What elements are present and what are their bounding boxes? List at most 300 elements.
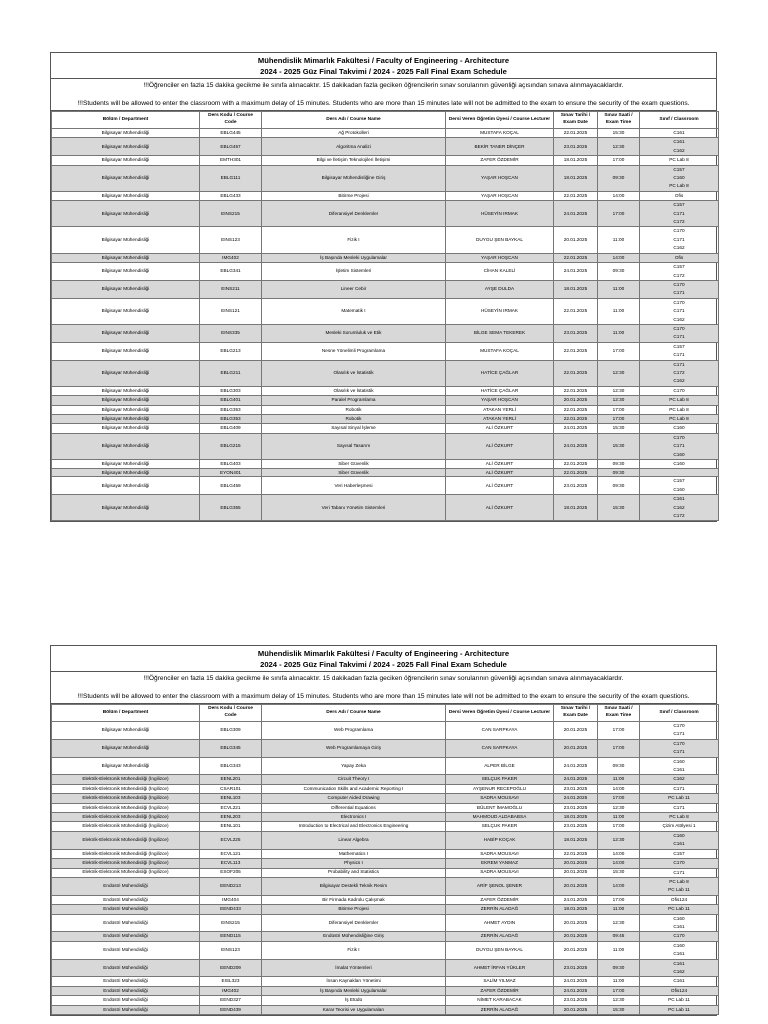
- classroom-value: C161: [673, 130, 685, 135]
- exam-time-cell: 17:00: [598, 895, 640, 904]
- department-cell: Bilgisayar Mühendisliği: [52, 253, 200, 262]
- classroom-value: C170: [673, 387, 685, 393]
- course-name-cell: Veri Tabanı Yönetim Sistemleri: [262, 495, 446, 521]
- exam-time-cell: 11:00: [598, 324, 640, 342]
- department-cell: Bilgisayar Mühendisliği: [52, 280, 200, 298]
- course-code-cell: EINS215: [200, 201, 262, 227]
- department-cell: Elektrik-Elektronik Mühendisliği (İngilizce): [52, 859, 200, 868]
- exam-date-cell: 22.01.2025: [554, 191, 598, 200]
- classroom-value: C170: [673, 723, 685, 728]
- classroom-cell: [640, 859, 719, 868]
- exam-date-cell: 18.01.2025: [554, 831, 598, 849]
- classroom-cell: [640, 263, 719, 281]
- course-name-cell: Paralel Programlama: [262, 396, 446, 405]
- department-cell: Endüstri Mühendisliği: [52, 905, 200, 914]
- lecturer-cell: ALİ ÖZKURT: [446, 433, 554, 459]
- lecturer-cell: YAŞAR HOŞCAN: [446, 396, 554, 405]
- classroom-value: C160: [673, 758, 685, 764]
- classroom-cell: [640, 757, 719, 775]
- classroom-value: C160: [673, 486, 685, 492]
- classroom-value: C161: [673, 139, 685, 145]
- department-cell: Elektrik-Elektronik Mühendisliği (İngilizce): [52, 813, 200, 822]
- col-header-exam-date: Sınav Tarihi / Exam Date: [554, 705, 598, 722]
- classroom-cell: [640, 477, 719, 495]
- exam-time-cell: 11:00: [598, 775, 640, 784]
- lecturer-cell: ATAKAN YERLİ: [446, 415, 554, 424]
- exam-date-cell: 20.01.2025: [554, 868, 598, 877]
- classroom-value: PC Lab 8: [669, 397, 689, 403]
- classroom-value: C171: [673, 308, 685, 314]
- classroom-cell: [640, 877, 719, 895]
- table-row: [52, 342, 719, 360]
- course-name-cell: Communication Skills and Academic Reporting I: [262, 784, 446, 793]
- table-row: [52, 386, 719, 395]
- exam-time-cell: 12:30: [598, 386, 640, 395]
- classroom-value: PC Lab 11: [668, 887, 690, 893]
- lecturer-cell: SADRA MOUSAVI: [446, 794, 554, 803]
- schedule-header: [51, 646, 716, 672]
- lecturer-cell: AYŞE DULDA: [446, 280, 554, 298]
- table-row: [52, 460, 719, 469]
- classroom-cell: [640, 775, 719, 784]
- course-name-cell: Olasılık ve İstatistik: [262, 386, 446, 395]
- course-code-cell: EENL201: [200, 775, 262, 784]
- table-row: [52, 722, 719, 740]
- course-name-cell: Karar Teorisi ve Uygulamaları: [262, 1005, 446, 1014]
- exam-time-cell: 17:00: [598, 986, 640, 995]
- classroom-value: PC Lab 8: [669, 878, 689, 884]
- classroom-cell: [640, 868, 719, 877]
- classroom-cell: [640, 813, 719, 822]
- classroom-cell: [640, 227, 719, 253]
- table-row: [52, 227, 719, 253]
- exam-time-cell: 09:30: [598, 469, 640, 477]
- col-header-course-name: Ders Adı / Course Name: [262, 705, 446, 722]
- exam-date-cell: 24.01.2025: [554, 895, 598, 904]
- faculty-title: Mühendislik Mimarlık Fakültesi / Faculty of Engineering - Architecture: [257, 649, 510, 658]
- table-row: [52, 433, 719, 459]
- late-arrival-notice: [51, 672, 716, 704]
- course-name-cell: Electronics I: [262, 813, 446, 822]
- table-row: [52, 877, 719, 895]
- classroom-value: Ofis: [674, 192, 684, 198]
- table-row: [52, 914, 719, 932]
- course-name-cell: Bilgi ve İletişim Teknolojileri İletişimi: [262, 156, 446, 165]
- course-name-cell: Veri Haberleşmesi: [262, 477, 446, 495]
- table-header-row: [52, 112, 719, 129]
- course-code-cell: ESOF205: [200, 868, 262, 877]
- lecturer-cell: ZAFER ÖZDEMİR: [446, 156, 554, 165]
- classroom-value: PC Lab 8: [669, 157, 689, 163]
- classroom-value: C162: [673, 245, 685, 251]
- lecturer-cell: ZERRİN ALADAĞ: [446, 1005, 554, 1014]
- department-cell: Bilgisayar Mühendisliği: [52, 191, 200, 200]
- table-header-row: [52, 705, 719, 722]
- classroom-cell: [640, 433, 719, 459]
- exam-date-cell: 20.01.2025: [554, 396, 598, 405]
- notice-turkish: !!!Öğrenciler en fazla 15 dakika gecikme ile sınıfa alınacaktır. 15 dakikadan fazla geciken öğrencilerin sınav sorularının güvenliği açısından sınava alınmayacaklardır.: [143, 82, 624, 89]
- col-header-classroom: Sınıf / Classroom: [640, 705, 719, 722]
- classroom-value: C162: [673, 968, 685, 974]
- classroom-value: C161: [673, 767, 685, 773]
- classroom-cell: [640, 495, 719, 521]
- lecturer-cell: CAN SARPKAYA: [446, 722, 554, 740]
- course-code-cell: EBLG111: [200, 165, 262, 191]
- classroom-value: C160: [673, 461, 685, 467]
- classroom-cell: [640, 822, 719, 831]
- department-cell: Bilgisayar Mühendisliği: [52, 722, 200, 740]
- classroom-value: C171: [673, 869, 685, 875]
- course-name-cell: Mathematics I: [262, 849, 446, 858]
- course-name-cell: Sayısal Tasarım: [262, 433, 446, 459]
- department-cell: Bilgisayar Mühendisliği: [52, 227, 200, 253]
- classroom-value: C157: [673, 850, 685, 856]
- table-row: [52, 324, 719, 342]
- exam-date-cell: 23.01.2025: [554, 324, 598, 342]
- exam-time-cell: 09:30: [598, 757, 640, 775]
- classroom-value: C157: [673, 478, 685, 484]
- classroom-cell: [640, 739, 719, 757]
- table-row: [52, 405, 719, 414]
- course-code-cell: EEND115: [200, 932, 262, 941]
- course-name-cell: Introduction to Electrical and Electronics Engineering: [262, 822, 446, 831]
- course-name-cell: Web Programlamaya Giriş: [262, 739, 446, 757]
- course-code-cell: EBLG213: [200, 342, 262, 360]
- classroom-value: C170: [673, 740, 685, 746]
- table-row: [52, 191, 719, 200]
- table-row: [52, 868, 719, 877]
- exam-schedule-table: [51, 704, 719, 1015]
- lecturer-cell: AYŞENUR RECEPOĞLU: [446, 784, 554, 793]
- exam-date-cell: 22.01.2025: [554, 415, 598, 424]
- exam-time-cell: 09:45: [598, 932, 640, 941]
- course-code-cell: IMG402: [200, 986, 262, 995]
- course-name-cell: Olasılık ve İstatistik: [262, 360, 446, 386]
- exam-time-cell: 14:00: [598, 784, 640, 793]
- table-row: [52, 165, 719, 191]
- table-row: [52, 959, 719, 977]
- department-cell: Endüstri Mühendisliği: [52, 996, 200, 1005]
- classroom-value: C171: [673, 443, 685, 449]
- classroom-value: C172: [673, 369, 685, 375]
- classroom-value: PC Lab 8: [669, 406, 689, 412]
- exam-date-cell: 24.01.2025: [554, 977, 598, 986]
- classroom-value: Ofis124: [670, 896, 688, 902]
- exam-time-cell: 09:30: [598, 959, 640, 977]
- exam-time-cell: 17:00: [598, 794, 640, 803]
- department-cell: Endüstri Mühendisliği: [52, 941, 200, 959]
- exam-time-cell: 15:30: [598, 424, 640, 433]
- table-row: [52, 794, 719, 803]
- classroom-value: C162: [673, 776, 685, 782]
- course-name-cell: Fizik I: [262, 227, 446, 253]
- classroom-cell: [640, 959, 719, 977]
- department-cell: Endüstri Mühendisliği: [52, 1005, 200, 1014]
- schedule-sheet-1: [50, 52, 717, 522]
- table-row: [52, 813, 719, 822]
- exam-schedule-table: [51, 111, 719, 521]
- col-header-exam-time: Sınav Saati / Exam Time: [598, 705, 640, 722]
- classroom-cell: [640, 895, 719, 904]
- classroom-cell: [640, 996, 719, 1005]
- department-cell: Elektrik-Elektronik Mühendisliği (İngilizce): [52, 803, 200, 812]
- course-name-cell: Ağ Protokolleri: [262, 129, 446, 138]
- lecturer-cell: SELÇUK PAKER: [446, 822, 554, 831]
- exam-date-cell: 18.01.2025: [554, 905, 598, 914]
- table-row: [52, 849, 719, 858]
- exam-date-cell: 20.01.2025: [554, 877, 598, 895]
- exam-date-cell: 23.01.2025: [554, 822, 598, 831]
- classroom-value: C157: [673, 202, 685, 208]
- classroom-cell: [640, 932, 719, 941]
- exam-date-cell: 22.01.2025: [554, 253, 598, 262]
- course-name-cell: Computer Aided Drawing: [262, 794, 446, 803]
- classroom-value: C161: [673, 978, 685, 984]
- schedule-header: [51, 53, 716, 79]
- col-header-exam-date: Sınav Tarihi / Exam Date: [554, 112, 598, 129]
- course-code-cell: EBLG401: [200, 396, 262, 405]
- lecturer-cell: BÜLENT İMAMOĞLU: [446, 803, 554, 812]
- exam-date-cell: 18.01.2025: [554, 813, 598, 822]
- col-header-department: Bölüm / Department: [52, 112, 200, 129]
- lecturer-cell: DUYGU ŞEN BAYKAL: [446, 227, 554, 253]
- department-cell: Bilgisayar Mühendisliği: [52, 460, 200, 469]
- lecturer-cell: YAŞAR HOŞCAN: [446, 191, 554, 200]
- classroom-value: C171: [673, 290, 685, 296]
- classroom-value: PC Lab 11: [668, 906, 690, 912]
- department-cell: Bilgisayar Mühendisliği: [52, 298, 200, 324]
- course-name-cell: Endüstri Mühendisliğine Giriş: [262, 932, 446, 941]
- lecturer-cell: AHMET AYDIN: [446, 914, 554, 932]
- exam-time-cell: 11:00: [598, 280, 640, 298]
- course-code-cell: EEND213: [200, 877, 262, 895]
- department-cell: Bilgisayar Mühendisliği: [52, 757, 200, 775]
- table-row: [52, 424, 719, 433]
- table-row: [52, 156, 719, 165]
- classroom-value: C171: [673, 334, 685, 340]
- lecturer-cell: ALPER BİLGE: [446, 757, 554, 775]
- course-code-cell: EBLG353: [200, 415, 262, 424]
- col-header-department: Bölüm / Department: [52, 705, 200, 722]
- classroom-value: C171: [673, 352, 685, 358]
- classroom-value: C170: [673, 434, 685, 440]
- department-cell: Endüstri Mühendisliği: [52, 932, 200, 941]
- notice-english: !!!Students will be allowed to enter the classroom with a maximum delay of 15 minutes. Students who are more than 15 minutes late will not be admitted to the exam to ensure the security of the exam questions.: [77, 100, 690, 107]
- classroom-cell: [640, 784, 719, 793]
- course-code-cell: ECVL113: [200, 859, 262, 868]
- classroom-cell: [640, 722, 719, 740]
- course-code-cell: ECVL221: [200, 803, 262, 812]
- course-name-cell: Robotik: [262, 405, 446, 414]
- exam-date-cell: 24.01.2025: [554, 433, 598, 459]
- course-name-cell: Matematik I: [262, 298, 446, 324]
- classroom-value: C172: [673, 272, 685, 278]
- department-cell: Bilgisayar Mühendisliği: [52, 138, 200, 156]
- course-name-cell: İşletim Sistemleri: [262, 263, 446, 281]
- exam-time-cell: 17:00: [598, 201, 640, 227]
- course-code-cell: EBLG433: [200, 191, 262, 200]
- department-cell: Bilgisayar Mühendisliği: [52, 201, 200, 227]
- classroom-cell: [640, 201, 719, 227]
- exam-date-cell: 23.01.2025: [554, 138, 598, 156]
- classroom-value: C170: [673, 281, 685, 287]
- course-code-cell: EEND433: [200, 905, 262, 914]
- department-cell: Elektrik-Elektronik Mühendisliği (İngilizce): [52, 831, 200, 849]
- exam-time-cell: 15:30: [598, 1005, 640, 1014]
- exam-date-cell: 24.01.2025: [554, 775, 598, 784]
- course-code-cell: ECVL225: [200, 831, 262, 849]
- department-cell: Elektrik-Elektronik Mühendisliği (İngilizce): [52, 784, 200, 793]
- table-body: [52, 722, 719, 1015]
- classroom-value: C161: [673, 951, 685, 957]
- department-cell: Elektrik-Elektronik Mühendisliği (İngilizce): [52, 775, 200, 784]
- table-row: [52, 138, 719, 156]
- table-row: [52, 831, 719, 849]
- notice-english: !!!Students will be allowed to enter the classroom with a maximum delay of 15 minutes. Students who are more than 15 minutes late will not be admitted to the exam to ensure the security of the exam questions.: [77, 693, 690, 700]
- classroom-cell: [640, 191, 719, 200]
- classroom-value: PC Lab 8: [669, 416, 689, 421]
- exam-time-cell: 09:30: [598, 460, 640, 469]
- classroom-cell: [640, 849, 719, 858]
- exam-date-cell: 23.01.2025: [554, 959, 598, 977]
- col-header-lecturer: Dersi Veren Öğretim Üyesi / Course Lecturer: [446, 112, 554, 129]
- course-code-cell: EBLG303: [200, 386, 262, 395]
- course-name-cell: Diferansiyel Denklemler: [262, 201, 446, 227]
- classroom-value: C170: [673, 228, 685, 234]
- classroom-value: C160: [673, 425, 685, 431]
- classroom-cell: [640, 386, 719, 395]
- course-code-cell: EEND439: [200, 1005, 262, 1014]
- table-row: [52, 396, 719, 405]
- lecturer-cell: ZAFER ÖZDEMİR: [446, 895, 554, 904]
- course-code-cell: EBLG211: [200, 360, 262, 386]
- lecturer-cell: BİLGE SEMA TEKEREK: [446, 324, 554, 342]
- table-row: [52, 280, 719, 298]
- lecturer-cell: ALİ ÖZKURT: [446, 460, 554, 469]
- lecturer-cell: ALİ ÖZKURT: [446, 424, 554, 433]
- exam-date-cell: 22.01.2025: [554, 298, 598, 324]
- classroom-cell: [640, 460, 719, 469]
- table-row: [52, 495, 719, 521]
- classroom-value: C160: [673, 175, 685, 181]
- classroom-value: C162: [673, 504, 685, 510]
- lecturer-cell: EKREM YANMAZ: [446, 859, 554, 868]
- exam-date-cell: 20.01.2025: [554, 914, 598, 932]
- department-cell: Endüstri Mühendisliği: [52, 895, 200, 904]
- table-row: [52, 803, 719, 812]
- lecturer-cell: ALİ ÖZKURT: [446, 495, 554, 521]
- course-code-cell: EMTH301: [200, 156, 262, 165]
- course-code-cell: EBLG355: [200, 495, 262, 521]
- classroom-cell: [640, 1005, 719, 1014]
- lecturer-cell: HATİCE ÇAĞLAR: [446, 360, 554, 386]
- exam-date-cell: 24.01.2025: [554, 986, 598, 995]
- course-code-cell: EINS123: [200, 227, 262, 253]
- exam-time-cell: 15:30: [598, 129, 640, 138]
- department-cell: Bilgisayar Mühendisliği: [52, 360, 200, 386]
- exam-date-cell: 20.01.2025: [554, 1005, 598, 1014]
- course-code-cell: EENL203: [200, 813, 262, 822]
- lecturer-cell: SALİM YILMAZ: [446, 977, 554, 986]
- exam-time-cell: 15:30: [598, 495, 640, 521]
- exam-time-cell: 11:00: [598, 298, 640, 324]
- classroom-cell: [640, 360, 719, 386]
- exam-date-cell: 22.01.2025: [554, 460, 598, 469]
- classroom-cell: [640, 415, 719, 424]
- exam-date-cell: 22.01.2025: [554, 849, 598, 858]
- classroom-value: C171: [673, 236, 685, 242]
- course-name-cell: Siber Güvenlik: [262, 460, 446, 469]
- classroom-cell: [640, 905, 719, 914]
- course-name-cell: Algoritma Analizi: [262, 138, 446, 156]
- table-row: [52, 298, 719, 324]
- exam-time-cell: 11:00: [598, 227, 640, 253]
- col-header-exam-time: Sınav Saati / Exam Time: [598, 112, 640, 129]
- course-name-cell: İş Etüdü: [262, 996, 446, 1005]
- classroom-value: C170: [673, 933, 685, 939]
- course-code-cell: CSAR101: [200, 784, 262, 793]
- course-code-cell: EISL323: [200, 977, 262, 986]
- lecturer-cell: CİHAN KALELİ: [446, 263, 554, 281]
- exam-date-cell: 24.01.2025: [554, 424, 598, 433]
- course-name-cell: Bitirme Projesi: [262, 191, 446, 200]
- exam-date-cell: 23.01.2025: [554, 996, 598, 1005]
- exam-date-cell: 22.01.2025: [554, 342, 598, 360]
- col-header-lecturer: Dersi Veren Öğretim Üyesi / Course Lecturer: [446, 705, 554, 722]
- col-header-course-code: Ders Kodu / Course Code: [200, 705, 262, 722]
- department-cell: Bilgisayar Mühendisliği: [52, 324, 200, 342]
- course-code-cell: EBLG403: [200, 460, 262, 469]
- course-name-cell: Bilgisayar Mühendisliğine Giriş: [262, 165, 446, 191]
- classroom-cell: [640, 405, 719, 414]
- course-name-cell: Diferansiyel Denklemler: [262, 914, 446, 932]
- department-cell: Bilgisayar Mühendisliği: [52, 129, 200, 138]
- classroom-value: C157: [673, 343, 685, 349]
- course-name-cell: Linear Algebra: [262, 831, 446, 849]
- notice-turkish: !!!Öğrenciler en fazla 15 dakika gecikme ile sınıfa alınacaktır. 15 dakikadan fazla geciken öğrencilerin sınav sorularının güvenliği açısından sınava alınmayacaklardır.: [143, 675, 624, 682]
- exam-date-cell: 23.01.2025: [554, 803, 598, 812]
- classroom-value: C161: [673, 496, 685, 502]
- classroom-value: C171: [673, 731, 685, 737]
- table-row: [52, 201, 719, 227]
- classroom-cell: [640, 986, 719, 995]
- course-name-cell: Yapay Zeka: [262, 757, 446, 775]
- department-cell: Endüstri Mühendisliği: [52, 977, 200, 986]
- table-row: [52, 822, 719, 831]
- exam-time-cell: 12:30: [598, 831, 640, 849]
- department-cell: Bilgisayar Mühendisliği: [52, 342, 200, 360]
- table-row: [52, 895, 719, 904]
- exam-time-cell: 17:00: [598, 405, 640, 414]
- classroom-value: C171: [673, 804, 685, 810]
- exam-time-cell: 15:30: [598, 433, 640, 459]
- department-cell: Elektrik-Elektronik Mühendisliği (İngilizce): [52, 794, 200, 803]
- lecturer-cell: AHMET İRFAN YÜKLER: [446, 959, 554, 977]
- department-cell: Endüstri Mühendisliği: [52, 986, 200, 995]
- course-code-cell: EENL103: [200, 794, 262, 803]
- col-header-course-name: Ders Adı / Course Name: [262, 112, 446, 129]
- course-name-cell: Sayısal Sinyal İşleme: [262, 424, 446, 433]
- table-row: [52, 360, 719, 386]
- exam-date-cell: 24.01.2025: [554, 757, 598, 775]
- exam-time-cell: 11:00: [598, 977, 640, 986]
- course-name-cell: İş Başında Mesleki Uygulamalar: [262, 253, 446, 262]
- late-arrival-notice: [51, 79, 716, 111]
- classroom-cell: [640, 469, 719, 477]
- table-body: [52, 129, 719, 521]
- classroom-cell: [640, 342, 719, 360]
- exam-time-cell: 12:30: [598, 396, 640, 405]
